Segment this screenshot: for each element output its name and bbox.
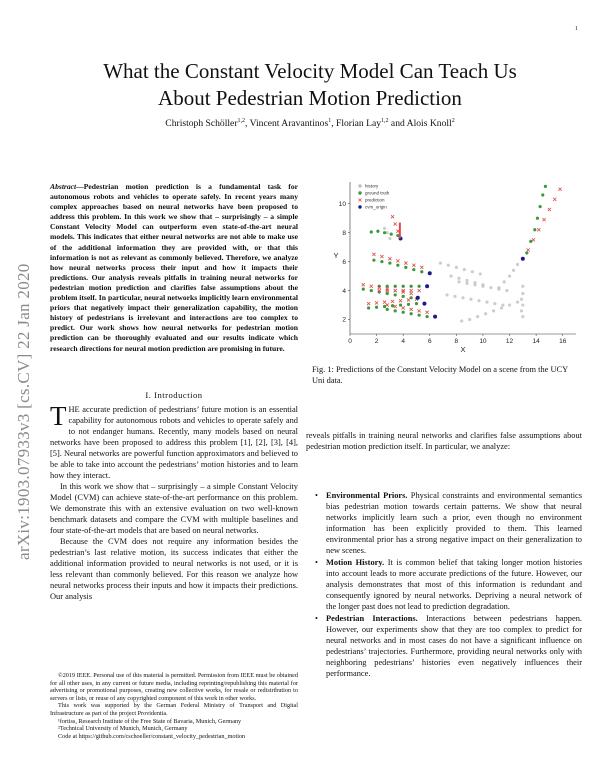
history-point	[521, 292, 524, 295]
history-point	[461, 296, 464, 299]
ground-truth-point	[536, 217, 539, 220]
ground-truth-point	[370, 289, 373, 292]
prediction-point	[383, 301, 386, 304]
prediction-point	[394, 305, 397, 308]
prediction-point	[532, 238, 535, 241]
history-point	[457, 277, 460, 280]
figure-caption: Fig. 1: Predictions of the Constant Velocity Model on a scene from the UCY Uni data.	[312, 365, 568, 385]
history-point	[463, 268, 466, 271]
legend-label: prediction	[365, 197, 385, 203]
history-point	[508, 303, 511, 306]
history-point	[500, 306, 503, 309]
cvm_origin-point	[422, 302, 426, 306]
prediction-point	[407, 298, 410, 301]
history-point	[465, 279, 468, 282]
ground-truth-point	[394, 309, 397, 312]
history-point	[521, 303, 524, 306]
list-item-text: It is common belief that taking longer motion histories into account leads to more accurate predictions of the future. However, our analysis demonstrates that most of this information is redundant and consequently ignored by neural networks. Depriving a neural network of the longer past does not lead to prediction degradation.	[326, 558, 583, 611]
prediction-point	[410, 308, 413, 311]
current-pedestrian-marker	[399, 223, 401, 239]
prediction-point	[527, 248, 530, 251]
intro-paragraph	[50, 401, 298, 481]
trajectory-scatter-chart	[318, 178, 582, 363]
ground-truth-point	[388, 261, 391, 264]
author-separator: ,	[245, 118, 250, 130]
x-tick-label: 4	[401, 338, 405, 345]
author-name: Christoph Schöller	[165, 118, 238, 130]
ground-truth-point	[383, 231, 386, 234]
right-column-intro: reveals pitfalls in training neural networks and clarifies false assumptions about pedestrian motion prediction itself. In particular, we analyze:	[306, 431, 582, 451]
ground-truth-point	[386, 292, 389, 295]
ground-truth-point	[412, 268, 415, 271]
abstract-label: Abstract	[50, 182, 77, 191]
ground-truth-point	[426, 315, 429, 318]
list-item-text: Interactions between pedestrians happen. However, our experiments show that they are too complex to predict for neural networks and in most cases do not have a significant influence on pedestrians’ trajectories. Furthermore, providing neural networks only with neighboring pedestrians’ histories even negatively influences their performance.	[326, 614, 582, 678]
ground-truth-point	[404, 266, 407, 269]
prediction-point	[410, 289, 413, 292]
history-point	[471, 270, 474, 273]
author-affiliation: 1	[328, 118, 332, 124]
prediction-point	[375, 301, 378, 304]
list-item	[316, 613, 582, 679]
title-line-1: What the Constant Velocity Model Can Teach Us	[103, 59, 517, 83]
cvm_origin-point	[416, 296, 420, 300]
ground-truth-point	[402, 295, 405, 298]
history-point	[516, 263, 519, 266]
intro-paragraph-2: In this work we show that – surprisingly – a simple Constant Velocity Model (CVM) can achieve state-of-the-art performance on this problem. We demonstrate this with an extensive evaluation on two well-known benchmark datasets and compare the CVM with multiple baselines and four state-of-the-art models that are based on neural networks.	[50, 482, 298, 535]
history-point	[505, 289, 508, 292]
intro-paragraph-1: HE accurate prediction of pedestrians’ future motion is an essential capability for autonomous robots and vehicles to operate safely and to not endanger humans. Recently, many models based on neural networks have been proposed to address this problem [1], [2], [3], [4], [5]. Neural networks are powerful function approximators and believed to be able to take into account the pedestrians’ motion histories and to learn how they interact.	[50, 405, 298, 480]
footnote-copyright: ©2019 IEEE. Personal use of this material is permitted. Permission from IEEE must be obtained for all other uses, in any current or future media, including reprinting/republishing this material for advertising or promotional purposes, creating new collective works, for resale or redistribution to servers or lists, or reuse of any copyrighted component of this work in other works.	[50, 672, 298, 702]
history-point	[453, 295, 456, 298]
arxiv-identifier[interactable]: arXiv:1903.07933v3 [cs.CV] 22 Jan 2020	[14, 263, 33, 560]
ground-truth-point	[396, 264, 399, 267]
ground-truth-point	[539, 205, 542, 208]
legend-swatch	[359, 199, 362, 202]
ground-truth-point	[375, 306, 378, 309]
ground-truth-point	[362, 288, 365, 291]
prediction-point	[412, 264, 415, 267]
prediction-point	[386, 303, 389, 306]
legend-label: cvm_origin	[365, 204, 387, 210]
ground-truth-point	[376, 230, 379, 233]
section-heading: I. Introduction	[145, 390, 203, 400]
prediction-point	[372, 253, 375, 256]
history-point	[473, 281, 476, 284]
legend-swatch	[358, 191, 361, 194]
history-point	[492, 309, 495, 312]
ground-truth-point	[386, 308, 389, 311]
y-tick-label: 10	[338, 200, 346, 208]
history-point	[516, 301, 519, 304]
author-name: Florian Lay	[336, 118, 382, 130]
author-name: Alois Knoll	[406, 118, 452, 130]
ground-truth-point	[418, 285, 421, 288]
history-point	[460, 319, 463, 322]
page-number: 1	[575, 26, 578, 32]
history-point	[477, 299, 480, 302]
history-point	[468, 318, 471, 321]
ground-truth-point	[402, 285, 405, 288]
list-item-heading: Motion History.	[326, 558, 385, 567]
ground-truth-point	[372, 259, 375, 262]
ground-truth-point	[394, 293, 397, 296]
legend-label: ground truth	[365, 190, 390, 196]
footnote-affiliation-2: ²Technical University of Munich, Munich, Germany	[58, 725, 188, 733]
bullet-icon: •	[315, 558, 318, 567]
list-item-heading: Environmental Priors.	[326, 491, 408, 500]
ground-truth-point	[370, 230, 373, 233]
history-point	[481, 283, 484, 286]
history-point	[469, 298, 472, 301]
ground-truth-point	[407, 303, 410, 306]
history-point	[508, 274, 511, 277]
footnote-affiliation-1: ¹fortiss, Research Institute of the Free State of Bavaria, Munich, Germany	[58, 717, 242, 725]
history-point	[503, 280, 506, 283]
ground-truth-point	[415, 302, 418, 305]
prediction-point	[399, 299, 402, 302]
ground-truth-point	[420, 270, 423, 273]
history-point	[449, 274, 452, 277]
x-tick-label: 10	[479, 338, 487, 345]
history-point	[457, 280, 460, 283]
prediction-point	[396, 259, 399, 262]
history-point	[489, 286, 492, 289]
legend-swatch	[358, 205, 361, 208]
prediction-point	[370, 285, 373, 288]
history-point	[520, 309, 523, 312]
list-item-heading: Pedestrian Interactions.	[326, 614, 418, 623]
prediction-point	[380, 255, 383, 258]
footnote-funding: This work was supported by the German Federal Ministry of Transport and Digital Infrastructure as part of the project Providentia.	[50, 702, 298, 717]
author-affiliation: 2	[451, 118, 455, 124]
cvm_origin-point	[425, 284, 429, 288]
prediction-point	[404, 261, 407, 264]
ground-truth-point	[410, 285, 413, 288]
prediction-point	[420, 266, 423, 269]
ground-truth-point	[394, 285, 397, 288]
author-separator: ,	[331, 118, 336, 130]
ground-truth-point	[380, 260, 383, 263]
prediction-point	[548, 208, 551, 211]
cvm_origin-point	[433, 315, 437, 319]
author-separator: and	[388, 118, 407, 130]
x-tick-label: 14	[532, 338, 540, 345]
prediction-point	[542, 218, 545, 221]
title-line-2: About Pedestrian Motion Prediction	[158, 86, 462, 110]
prediction-point	[426, 311, 429, 314]
paper-title	[40, 58, 580, 112]
prediction-point	[418, 289, 421, 292]
prediction-point	[558, 188, 561, 191]
y-tick-label: 6	[342, 258, 346, 266]
analysis-list	[316, 490, 582, 680]
y-tick-label: 4	[342, 287, 346, 295]
history-point	[485, 301, 488, 304]
ground-truth-point	[402, 311, 405, 314]
x-axis-label: X	[460, 345, 466, 354]
prediction-point	[388, 257, 391, 260]
bullet-icon: •	[315, 614, 318, 623]
x-tick-label: 6	[427, 338, 432, 345]
prediction-point	[394, 289, 397, 292]
legend-label: history	[365, 183, 379, 189]
ground-truth-point	[541, 193, 544, 196]
ground-truth-point	[410, 312, 413, 315]
history-point	[445, 293, 448, 296]
history-point	[465, 282, 468, 285]
author-list	[40, 118, 580, 129]
prediction-point	[553, 198, 556, 201]
prediction-point	[410, 292, 413, 295]
y-tick-label: 2	[342, 316, 346, 324]
x-tick-label: 16	[559, 338, 567, 345]
footnotes	[50, 672, 298, 740]
ground-truth-point	[399, 303, 402, 306]
abstract-text: —Pedestrian motion prediction is a fundamental task for autonomous robots and vehicles to operate safely. In recent years many complex approaches based on neural networks have been proposed to address this problem. In this work we show that – surprisingly – a simple Constant Velocity Model can outperform even state-of-the-art neural models. This indicates that either neural networks are not able to make use of the additional information they are provided with, or that this information is not as relevant as commonly believed. Therefore, we analyze how neural networks process their input and how it impacts their predictions. Our analysis reveals pitfalls in training neural networks for pedestrian motion prediction and clarifies false assumptions about the problem itself. In particular, neural networks implicitly learn environmental priors that negatively impact their generalization capability, the motion history of pedestrians is irrelevant and interactions are too complex to predict. Our work shows how neural networks for pedestrian motion prediction can be thoroughly evaluated and our results indicate which research directions for neural motion prediction are promising in future.	[50, 182, 298, 353]
prediction-point	[418, 309, 421, 312]
y-tick-label: 8	[342, 229, 346, 237]
bullet-icon: •	[315, 491, 318, 500]
ground-truth-point	[367, 306, 370, 309]
prediction-point	[402, 306, 405, 309]
drop-cap: T	[50, 401, 67, 431]
ground-truth-point	[391, 304, 394, 307]
list-item-text: Physical constraints and environmental semantics bias pedestrian motion towards certain patterns. We show that neural networks implicitly learn such a prior, even though no environment information has been explicitly provided to them. This learned environmental prior has a strong negative impact on their generalization to new scenes.	[326, 491, 582, 555]
cvm_origin-point	[428, 271, 432, 275]
ground-truth-point	[533, 228, 536, 231]
footnote-code-link[interactable]: Code at https://github.com/cschoeller/constant_velocity_pedestrian_motion	[58, 732, 246, 740]
x-tick-label: 0	[348, 338, 352, 345]
ground-truth-point	[418, 314, 421, 317]
prediction-point	[362, 283, 365, 286]
prediction-point	[391, 300, 394, 303]
history-point	[455, 266, 458, 269]
history-point	[521, 315, 524, 318]
history-point	[439, 261, 442, 264]
intro-paragraph-3: Because the CVM does not require any information besides the pedestrian’s last relative motion, its success indicates that either the additional information provided to neural networks is not used, or it is less relevant than commonly believed. For this reason we analyze how neural networks process their inputs and how it impacts their predictions. Our analysis	[50, 537, 298, 601]
history-point	[479, 272, 482, 275]
history-point	[484, 312, 487, 315]
history-point	[512, 269, 515, 272]
ground-truth-point	[386, 285, 389, 288]
prediction-point	[367, 302, 370, 305]
history-point	[520, 298, 523, 301]
introduction-text	[50, 401, 298, 602]
prediction-point	[394, 222, 397, 225]
abstract	[50, 182, 298, 354]
legend-swatch	[358, 184, 361, 187]
x-tick-label: 8	[454, 338, 459, 345]
history-point	[493, 302, 496, 305]
ground-truth-point	[544, 185, 547, 188]
x-tick-label: 12	[505, 338, 514, 345]
y-axis-label: Y	[333, 251, 339, 260]
history-point	[388, 237, 391, 240]
history-point	[497, 288, 500, 291]
ground-truth-point	[390, 233, 393, 236]
history-point	[501, 303, 504, 306]
author-name: Vincent Aravantinos	[249, 118, 329, 130]
history-point	[447, 264, 450, 267]
prediction-point	[391, 215, 394, 218]
x-tick-label: 2	[374, 338, 379, 345]
history-point	[383, 227, 386, 230]
history-point	[476, 315, 479, 318]
history-point	[521, 285, 524, 288]
list-item	[316, 490, 582, 556]
author-affiliation: 1,2	[381, 118, 389, 124]
prediction-point	[537, 228, 540, 231]
chart-legend	[358, 184, 389, 210]
cvm_origin-point	[521, 257, 525, 261]
list-item	[316, 557, 582, 612]
author-affiliation: 1,2	[237, 118, 246, 124]
